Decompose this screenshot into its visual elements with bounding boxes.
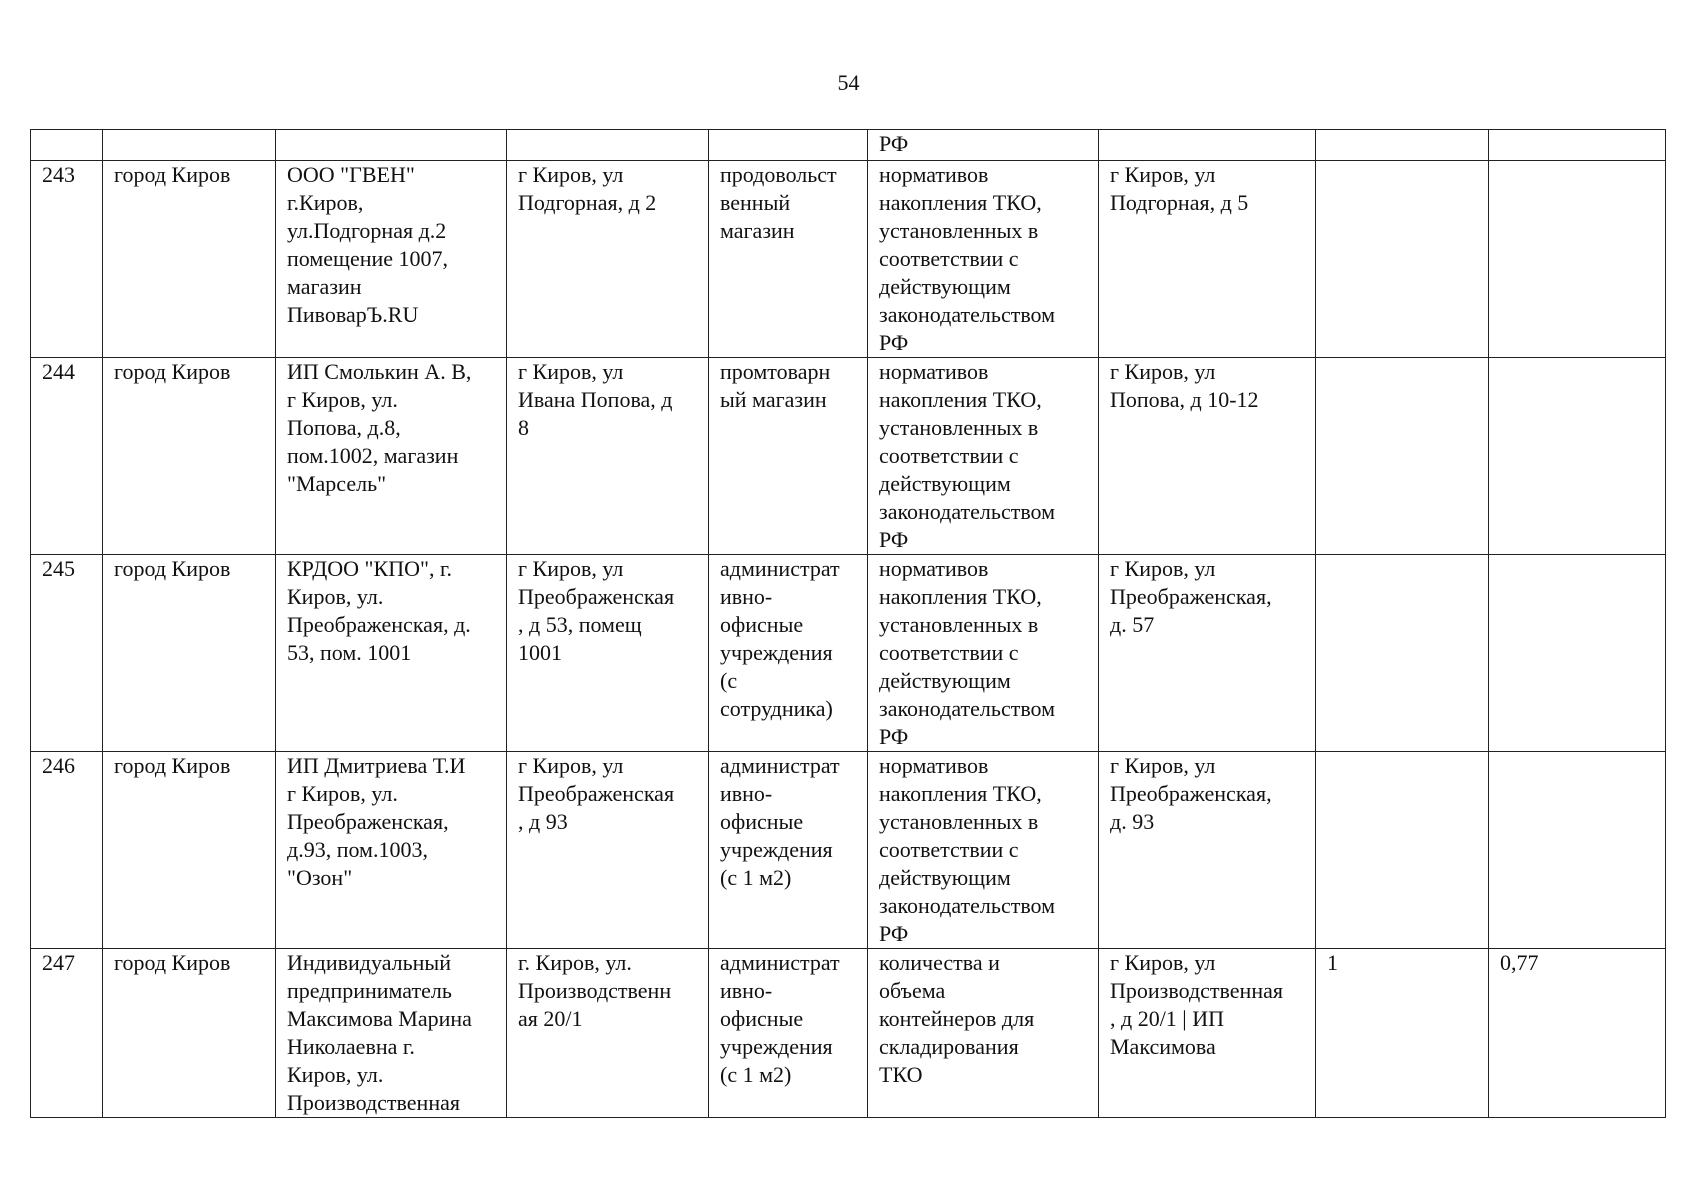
row-number: 244 xyxy=(31,358,103,555)
locality-cell: город Киров xyxy=(103,358,276,555)
container-volume-cell xyxy=(1489,358,1666,555)
address-cell: г Киров, ул Преображенская , д 93 xyxy=(507,752,709,949)
table-cell xyxy=(276,130,507,161)
table-row-continued xyxy=(31,130,1666,161)
locality-cell: город Киров xyxy=(103,949,276,1118)
object-type-cell: администрат ивно- офисные учреждения (с 1 м2) xyxy=(709,949,868,1118)
address-cell: г Киров, ул Преображенская , д 53, помещ 1001 xyxy=(507,555,709,752)
table-cell xyxy=(1099,130,1316,161)
site-address-cell: г Киров, ул Подгорная, д 5 xyxy=(1099,161,1316,358)
table-cell xyxy=(103,130,276,161)
container-count-cell xyxy=(1316,752,1489,949)
page-number: 54 xyxy=(837,70,860,95)
table-row xyxy=(31,555,1666,752)
row-number: 247 xyxy=(31,949,103,1118)
site-address-cell: г Киров, ул Попова, д 10-12 xyxy=(1099,358,1316,555)
table-cell xyxy=(1489,130,1666,161)
address-cell: г. Киров, ул. Производственн ая 20/1 xyxy=(507,949,709,1118)
locality-cell: город Киров xyxy=(103,161,276,358)
table-cell xyxy=(31,130,103,161)
waste-site-registry-table xyxy=(30,129,1666,1118)
object-type-cell: администрат ивно- офисные учреждения (с сотрудника) xyxy=(709,555,868,752)
organization-cell: ИП Дмитриева Т.И г Киров, ул. Преображенская, д.93, пом.1003, "Озон" xyxy=(276,752,507,949)
container-volume-cell xyxy=(1489,752,1666,949)
object-type-cell: промтоварн ый магазин xyxy=(709,358,868,555)
calculation-method-cell: количества и объема контейнеров для складирования ТКО xyxy=(868,949,1099,1118)
table-row xyxy=(31,161,1666,358)
calculation-method-cell: нормативов накопления ТКО, установленных в соответствии с действующим законодательством РФ xyxy=(868,752,1099,949)
container-count-cell xyxy=(1316,358,1489,555)
table-cell: РФ xyxy=(868,130,1099,161)
table-cell xyxy=(507,130,709,161)
row-number: 243 xyxy=(31,161,103,358)
locality-cell: город Киров xyxy=(103,752,276,949)
container-count-cell xyxy=(1316,161,1489,358)
container-count-cell xyxy=(1316,555,1489,752)
site-address-cell: г Киров, ул Преображенская, д. 57 xyxy=(1099,555,1316,752)
container-volume-cell xyxy=(1489,555,1666,752)
site-address-cell: г Киров, ул Производственная , д 20/1 | ИП Максимова xyxy=(1099,949,1316,1118)
address-cell: г Киров, ул Ивана Попова, д 8 xyxy=(507,358,709,555)
row-number: 246 xyxy=(31,752,103,949)
object-type-cell: продовольст венный магазин xyxy=(709,161,868,358)
table-cell xyxy=(1316,130,1489,161)
calculation-method-cell: нормативов накопления ТКО, установленных в соответствии с действующим законодательством РФ xyxy=(868,358,1099,555)
table-row xyxy=(31,949,1666,1118)
address-cell: г Киров, ул Подгорная, д 2 xyxy=(507,161,709,358)
locality-cell: город Киров xyxy=(103,555,276,752)
table-cell xyxy=(709,130,868,161)
organization-cell: КРДОО "КПО", г. Киров, ул. Преображенская, д. 53, пом. 1001 xyxy=(276,555,507,752)
calculation-method-cell: нормативов накопления ТКО, установленных в соответствии с действующим законодательством РФ xyxy=(868,161,1099,358)
container-volume-cell: 0,77 xyxy=(1489,949,1666,1118)
container-count-cell: 1 xyxy=(1316,949,1489,1118)
container-volume-cell xyxy=(1489,161,1666,358)
organization-cell: Индивидуальный предприниматель Максимова Марина Николаевна г. Киров, ул. Производственная xyxy=(276,949,507,1118)
row-number: 245 xyxy=(31,555,103,752)
organization-cell: ИП Смолькин А. В, г Киров, ул. Попова, д.8, пом.1002, магазин "Марсель" xyxy=(276,358,507,555)
table-row xyxy=(31,752,1666,949)
site-address-cell: г Киров, ул Преображенская, д. 93 xyxy=(1099,752,1316,949)
organization-cell: ООО "ГВЕН" г.Киров, ул.Подгорная д.2 помещение 1007, магазин ПивоварЪ.RU xyxy=(276,161,507,358)
table-row xyxy=(31,358,1666,555)
object-type-cell: администрат ивно- офисные учреждения (с 1 м2) xyxy=(709,752,868,949)
calculation-method-cell: нормативов накопления ТКО, установленных в соответствии с действующим законодательством РФ xyxy=(868,555,1099,752)
